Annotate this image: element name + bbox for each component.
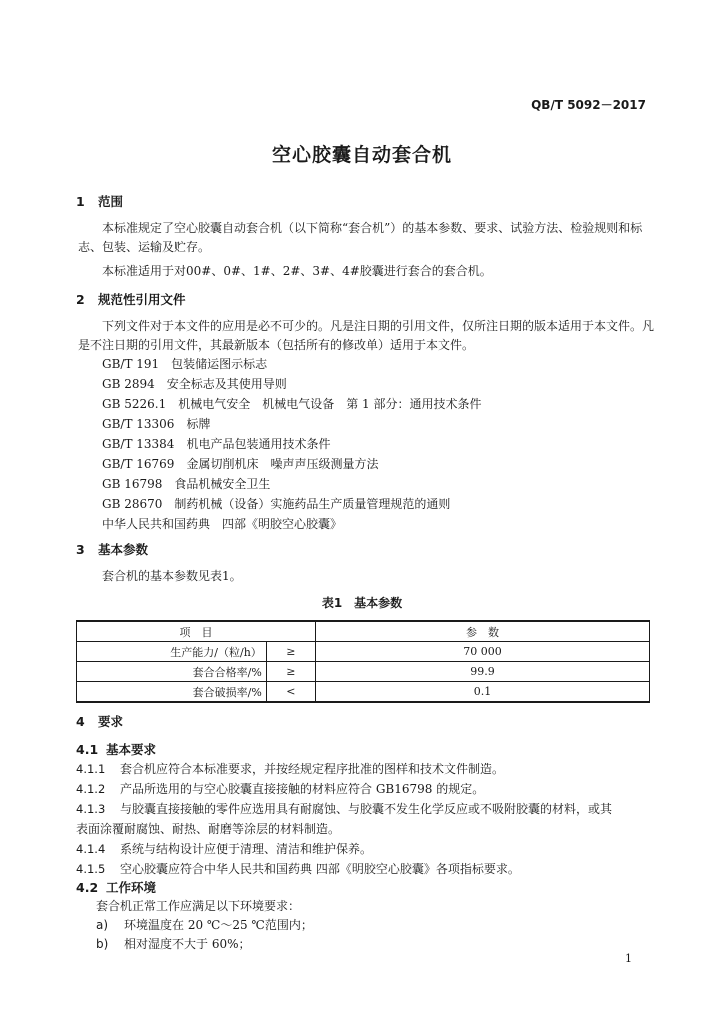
row-item: 生产能力/（粒/h） xyxy=(77,642,267,662)
subsection-4-1-heading xyxy=(76,740,156,758)
table-header-item: 项 目 xyxy=(77,621,316,642)
requirement-4-1-5 xyxy=(76,860,520,877)
section-title: 规范性引用文件 xyxy=(98,292,186,307)
table-header-param: 参 数 xyxy=(316,621,650,642)
reference-item: GB/T 191 包装储运图示标志 xyxy=(102,357,268,371)
section-2-heading xyxy=(76,290,186,308)
document-title: 空心胶囊自动套合机 xyxy=(271,144,452,166)
reference-item: GB 28670 制药机械（设备）实施药品生产质量管理规范的通则 xyxy=(102,497,451,511)
section-1-heading xyxy=(76,192,123,210)
requirement-4-1-1 xyxy=(76,760,504,777)
subsection-number: 4.1 xyxy=(76,742,99,757)
environment-item-a xyxy=(96,916,313,933)
section-3-heading xyxy=(76,540,148,558)
reference-item: GB 16798 食品机械安全卫生 xyxy=(102,477,271,491)
requirement-4-1-4 xyxy=(76,840,372,857)
standard-number: QB/T 5092－2017 xyxy=(531,98,646,112)
section-4-heading xyxy=(76,712,123,730)
clause-number: 4.1.2 xyxy=(76,782,106,796)
item-label: b) xyxy=(96,937,109,951)
table-row xyxy=(77,682,650,703)
item-text: 环境温度在 20 ℃～25 ℃范围内； xyxy=(124,918,313,932)
reference-item: GB 2894 安全标志及其使用导则 xyxy=(102,377,287,391)
row-value: 70 000 xyxy=(316,642,650,662)
section-number: 3 xyxy=(76,542,85,557)
clause-number: 4.1.3 xyxy=(76,802,106,816)
reference-item: GB/T 13384 机电产品包装通用技术条件 xyxy=(102,437,331,451)
clause-text: 空心胶囊应符合中华人民共和国药典 四部《明胶空心胶囊》各项指标要求。 xyxy=(120,862,520,876)
section-number: 2 xyxy=(76,292,85,307)
item-text: 相对湿度不大于 60%； xyxy=(124,937,251,951)
reference-item: GB/T 13306 标牌 xyxy=(102,417,211,431)
reference-item: 中华人民共和国药典 四部《明胶空心胶囊》 xyxy=(102,517,343,531)
subsection-4-2-heading xyxy=(76,878,156,896)
scope-paragraph-1: 本标准规定了空心胶囊自动套合机（以下简称“套合机”）的基本参数、要求、试验方法、检验规则和标志、包装、运输及贮存。 xyxy=(78,221,643,254)
table-row xyxy=(77,642,650,662)
parameters-table xyxy=(76,620,650,703)
requirement-4-1-3-continued: 表面涂覆耐腐蚀、耐热、耐磨等涂层的材料制造。 xyxy=(76,822,341,836)
row-operator: ≥ xyxy=(266,662,315,682)
scope-paragraph-2: 本标准适用于对00#、0#、1#、2#、3#、4#胶囊进行套合的套合机。 xyxy=(102,264,492,278)
clause-text: 套合机应符合本标准要求，并按经规定程序批准的图样和技术文件制造。 xyxy=(120,762,505,776)
clause-number: 4.1.1 xyxy=(76,762,106,776)
subsection-title: 工作环境 xyxy=(106,880,157,895)
row-item: 套合破损率/% xyxy=(77,682,267,703)
section-number: 1 xyxy=(76,194,85,209)
row-operator: ≥ xyxy=(266,642,315,662)
subsection-title: 基本要求 xyxy=(106,742,157,757)
section-number: 4 xyxy=(76,714,85,729)
section-title: 要求 xyxy=(98,714,124,729)
environment-item-b xyxy=(96,935,251,952)
row-value: 0.1 xyxy=(316,682,650,703)
clause-text: 系统与结构设计应便于清理、清洁和维护保养。 xyxy=(120,842,373,856)
item-label: a) xyxy=(96,918,109,932)
table-header-row xyxy=(77,621,650,642)
references-intro: 下列文件对于本文件的应用是必不可少的。凡是注日期的引用文件，仅所注日期的版本适用于本文件。凡是不注日期的引用文件，其最新版本（包括所有的修改单）适用于本文件。 xyxy=(78,319,655,352)
clause-text: 产品所选用的与空心胶囊直接接触的材料应符合 GB16798 的规定。 xyxy=(120,782,485,796)
parameters-intro: 套合机的基本参数见表1。 xyxy=(102,569,242,583)
section-title: 基本参数 xyxy=(98,542,149,557)
subsection-number: 4.2 xyxy=(76,880,99,895)
clause-number: 4.1.5 xyxy=(76,862,106,876)
requirement-4-1-3 xyxy=(76,800,612,817)
environment-intro: 套合机正常工作应满足以下环境要求： xyxy=(96,899,301,913)
reference-item: GB/T 16769 金属切削机床 噪声声压级测量方法 xyxy=(102,457,379,471)
row-item: 套合合格率/% xyxy=(77,662,267,682)
reference-item: GB 5226.1 机械电气安全 机械电气设备 第 1 部分：通用技术条件 xyxy=(102,397,482,411)
row-value: 99.9 xyxy=(316,662,650,682)
clause-number: 4.1.4 xyxy=(76,842,106,856)
row-operator: < xyxy=(266,682,315,703)
table-title: 表1 基本参数 xyxy=(321,596,403,610)
requirement-4-1-2 xyxy=(76,780,484,797)
page-number: 1 xyxy=(625,952,632,965)
table-row xyxy=(77,662,650,682)
section-title: 范围 xyxy=(98,194,124,209)
clause-text: 与胶囊直接接触的零件应选用具有耐腐蚀、与胶囊不发生化学反应或不吸附胶囊的材料，或其 xyxy=(120,802,613,816)
